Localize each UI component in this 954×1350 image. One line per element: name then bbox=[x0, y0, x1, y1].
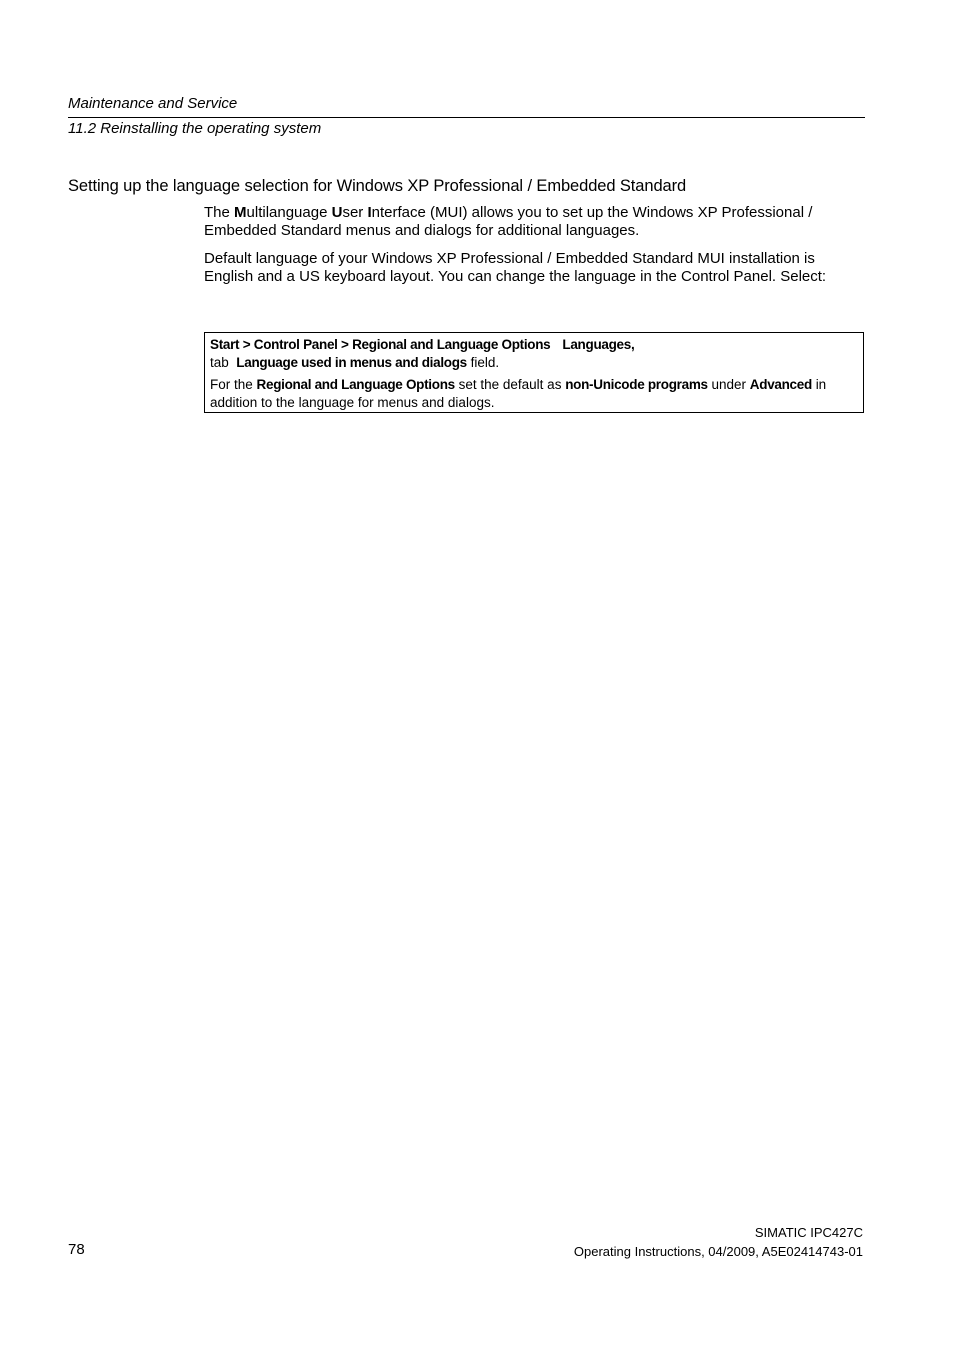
footer-document: Operating Instructions, 04/2009, A5E02414743-01 bbox=[573, 1244, 863, 1259]
text-prefix: The bbox=[204, 204, 235, 221]
note-set-default: set the default as bbox=[458, 377, 562, 392]
procedure-row-note bbox=[210, 376, 857, 412]
page-number: 78 bbox=[68, 1241, 85, 1258]
note-regional: Regional and Language Options bbox=[256, 377, 455, 392]
procedure-row-path bbox=[210, 336, 857, 354]
note-tail: in addition to the language for menus and dialogs. bbox=[210, 377, 827, 410]
procedure-path: Start > Control Panel > Regional and Language Options bbox=[210, 337, 551, 352]
letter-u: U bbox=[331, 204, 343, 221]
procedure-box bbox=[204, 332, 864, 413]
letter-m: M bbox=[234, 204, 247, 221]
note-for-the: For the bbox=[210, 377, 253, 392]
footer-document-info bbox=[574, 1223, 863, 1261]
chapter-title: Maintenance and Service bbox=[68, 95, 238, 112]
running-header bbox=[68, 94, 865, 139]
procedure-row-tab bbox=[210, 354, 857, 372]
procedure-tab-word: tab bbox=[210, 355, 229, 370]
text-interface-rest: nterface (MUI) allows you to set up the Windows XP Professional / Embedded Standard menus and dialogs for additional languages. bbox=[204, 204, 813, 239]
paragraph-default-language: Default language of your Windows XP Professional / Embedded Standard MUI installation is English and a US keyboard layout. You can change the language in the Control Panel. Select: bbox=[204, 250, 827, 285]
procedure-languages: Languages, bbox=[562, 337, 635, 352]
footer-product: SIMATIC IPC427C bbox=[754, 1225, 863, 1240]
note-non-unicode: non-Unicode programs bbox=[565, 377, 708, 392]
procedure-field-word: field. bbox=[470, 355, 500, 370]
note-advanced: Advanced bbox=[749, 377, 812, 392]
section-title: 11.2 Reinstalling the operating system bbox=[68, 120, 322, 137]
header-rule bbox=[68, 117, 865, 118]
text-ultilanguage: ultilanguage bbox=[246, 204, 332, 221]
paragraph-mui-intro bbox=[204, 204, 864, 240]
text-ser: ser bbox=[342, 204, 368, 221]
procedure-tab-name: Language used in menus and dialogs bbox=[236, 355, 467, 370]
section-heading: Setting up the language selection for Windows XP Professional / Embedded Standard bbox=[68, 177, 687, 195]
note-under: under bbox=[711, 377, 747, 392]
letter-i: I bbox=[367, 204, 372, 221]
